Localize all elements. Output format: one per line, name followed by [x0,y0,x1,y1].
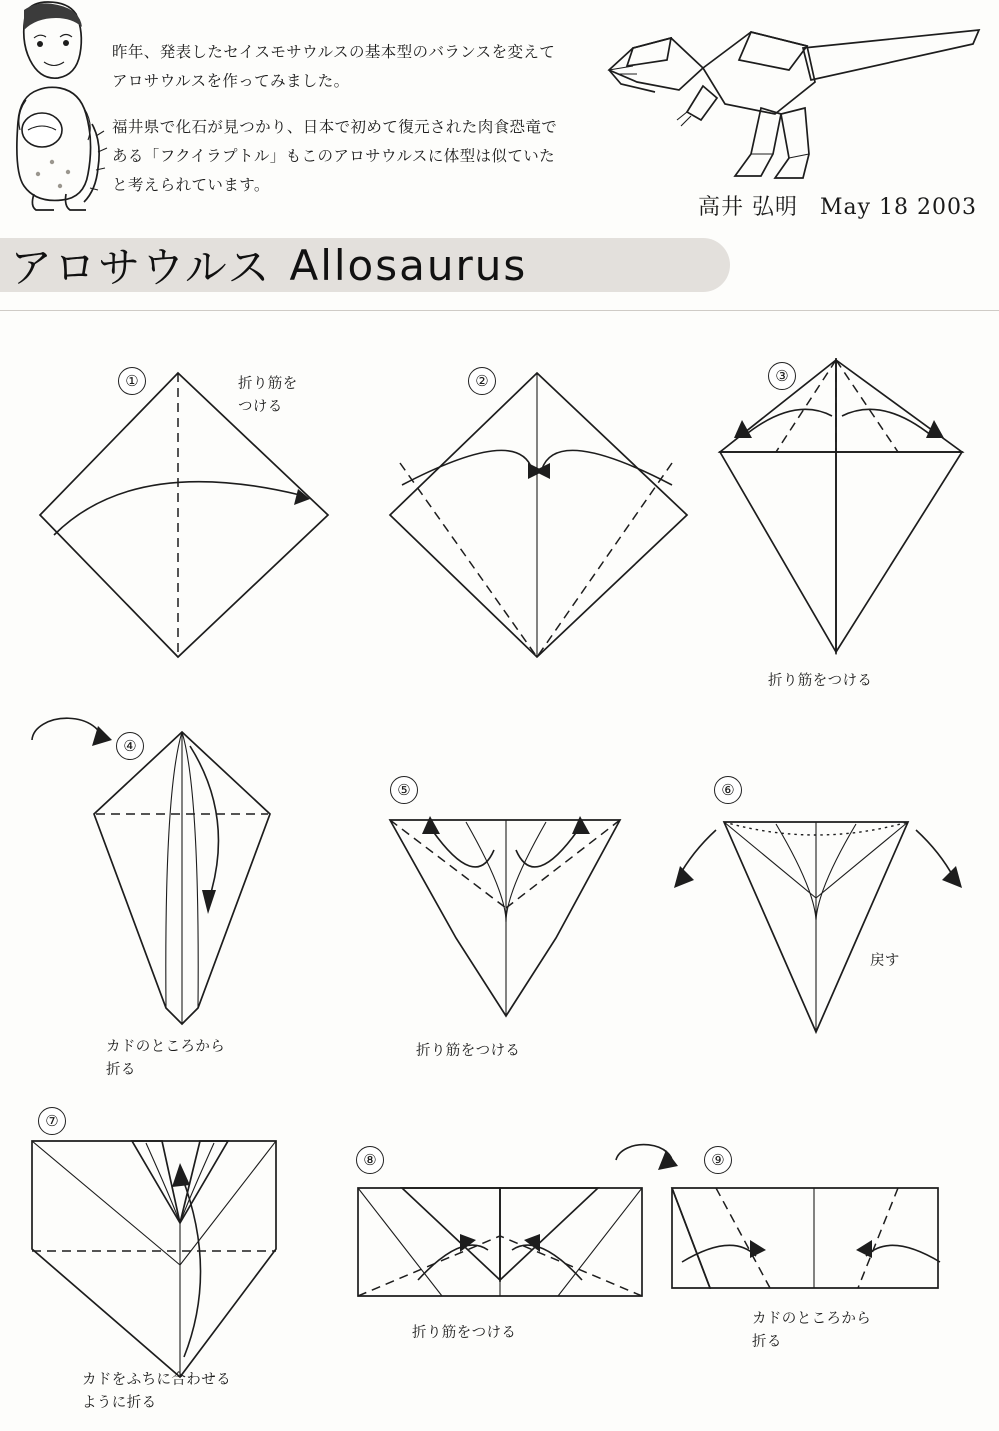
step-5-number: ⑤ [390,776,418,804]
intro-paragraph-1: 昨年、発表したセイスモサウルスの基本型のバランスを変えてアロサウルスを作ってみました。 [112,43,556,90]
step-1-caption: 折り筋を つける [238,376,298,416]
step-5 [370,770,640,1070]
step-3-number: ③ [768,362,796,390]
step-6-caption: 戻す [870,953,900,969]
step-1 [30,355,360,685]
finished-model-illustration [575,8,985,188]
intro-paragraph-2: 福井県で化石が見つかり、日本で初めて復元された肉食恐竜である「フクイラプトル」もこのアロサウルスに体型は似ていたと考えられています。 [112,118,558,194]
step-8 [340,1140,660,1380]
author-name: 高井 弘明 [697,195,798,220]
author-caricature-icon [8,4,108,214]
step-6 [672,770,972,1070]
step-1-number: ① [118,367,146,395]
step-3 [716,352,986,702]
page-title [10,236,730,294]
step-3-caption: 折り筋をつける [768,673,873,689]
step-7 [14,1105,344,1415]
step-8-caption: 折り筋をつける [412,1325,517,1341]
step-6-number: ⑥ [714,776,742,804]
header [0,0,999,225]
step-5-caption: 折り筋をつける [416,1043,521,1059]
title-jp: アロサウルス [10,243,272,292]
step-9-number: ⑨ [704,1146,732,1174]
title-en: Allosaurus [289,240,528,290]
step-2 [372,355,702,685]
divider [0,310,999,311]
step-4-number: ④ [116,732,144,760]
credit-date: May 18 2003 [819,195,977,220]
credit-line [698,190,977,221]
step-9-caption: カドのところから 折る [752,1311,872,1351]
step-8-number: ⑧ [356,1146,384,1174]
step-7-number: ⑦ [38,1107,66,1135]
step-2-number: ② [468,367,496,395]
step-7-caption: カドをふちに合わせる ように折る [82,1372,231,1412]
step-4-caption: カドのところから 折る [106,1039,226,1079]
intro-text [112,38,562,217]
step-4 [20,718,350,1078]
step-9 [662,1140,992,1380]
